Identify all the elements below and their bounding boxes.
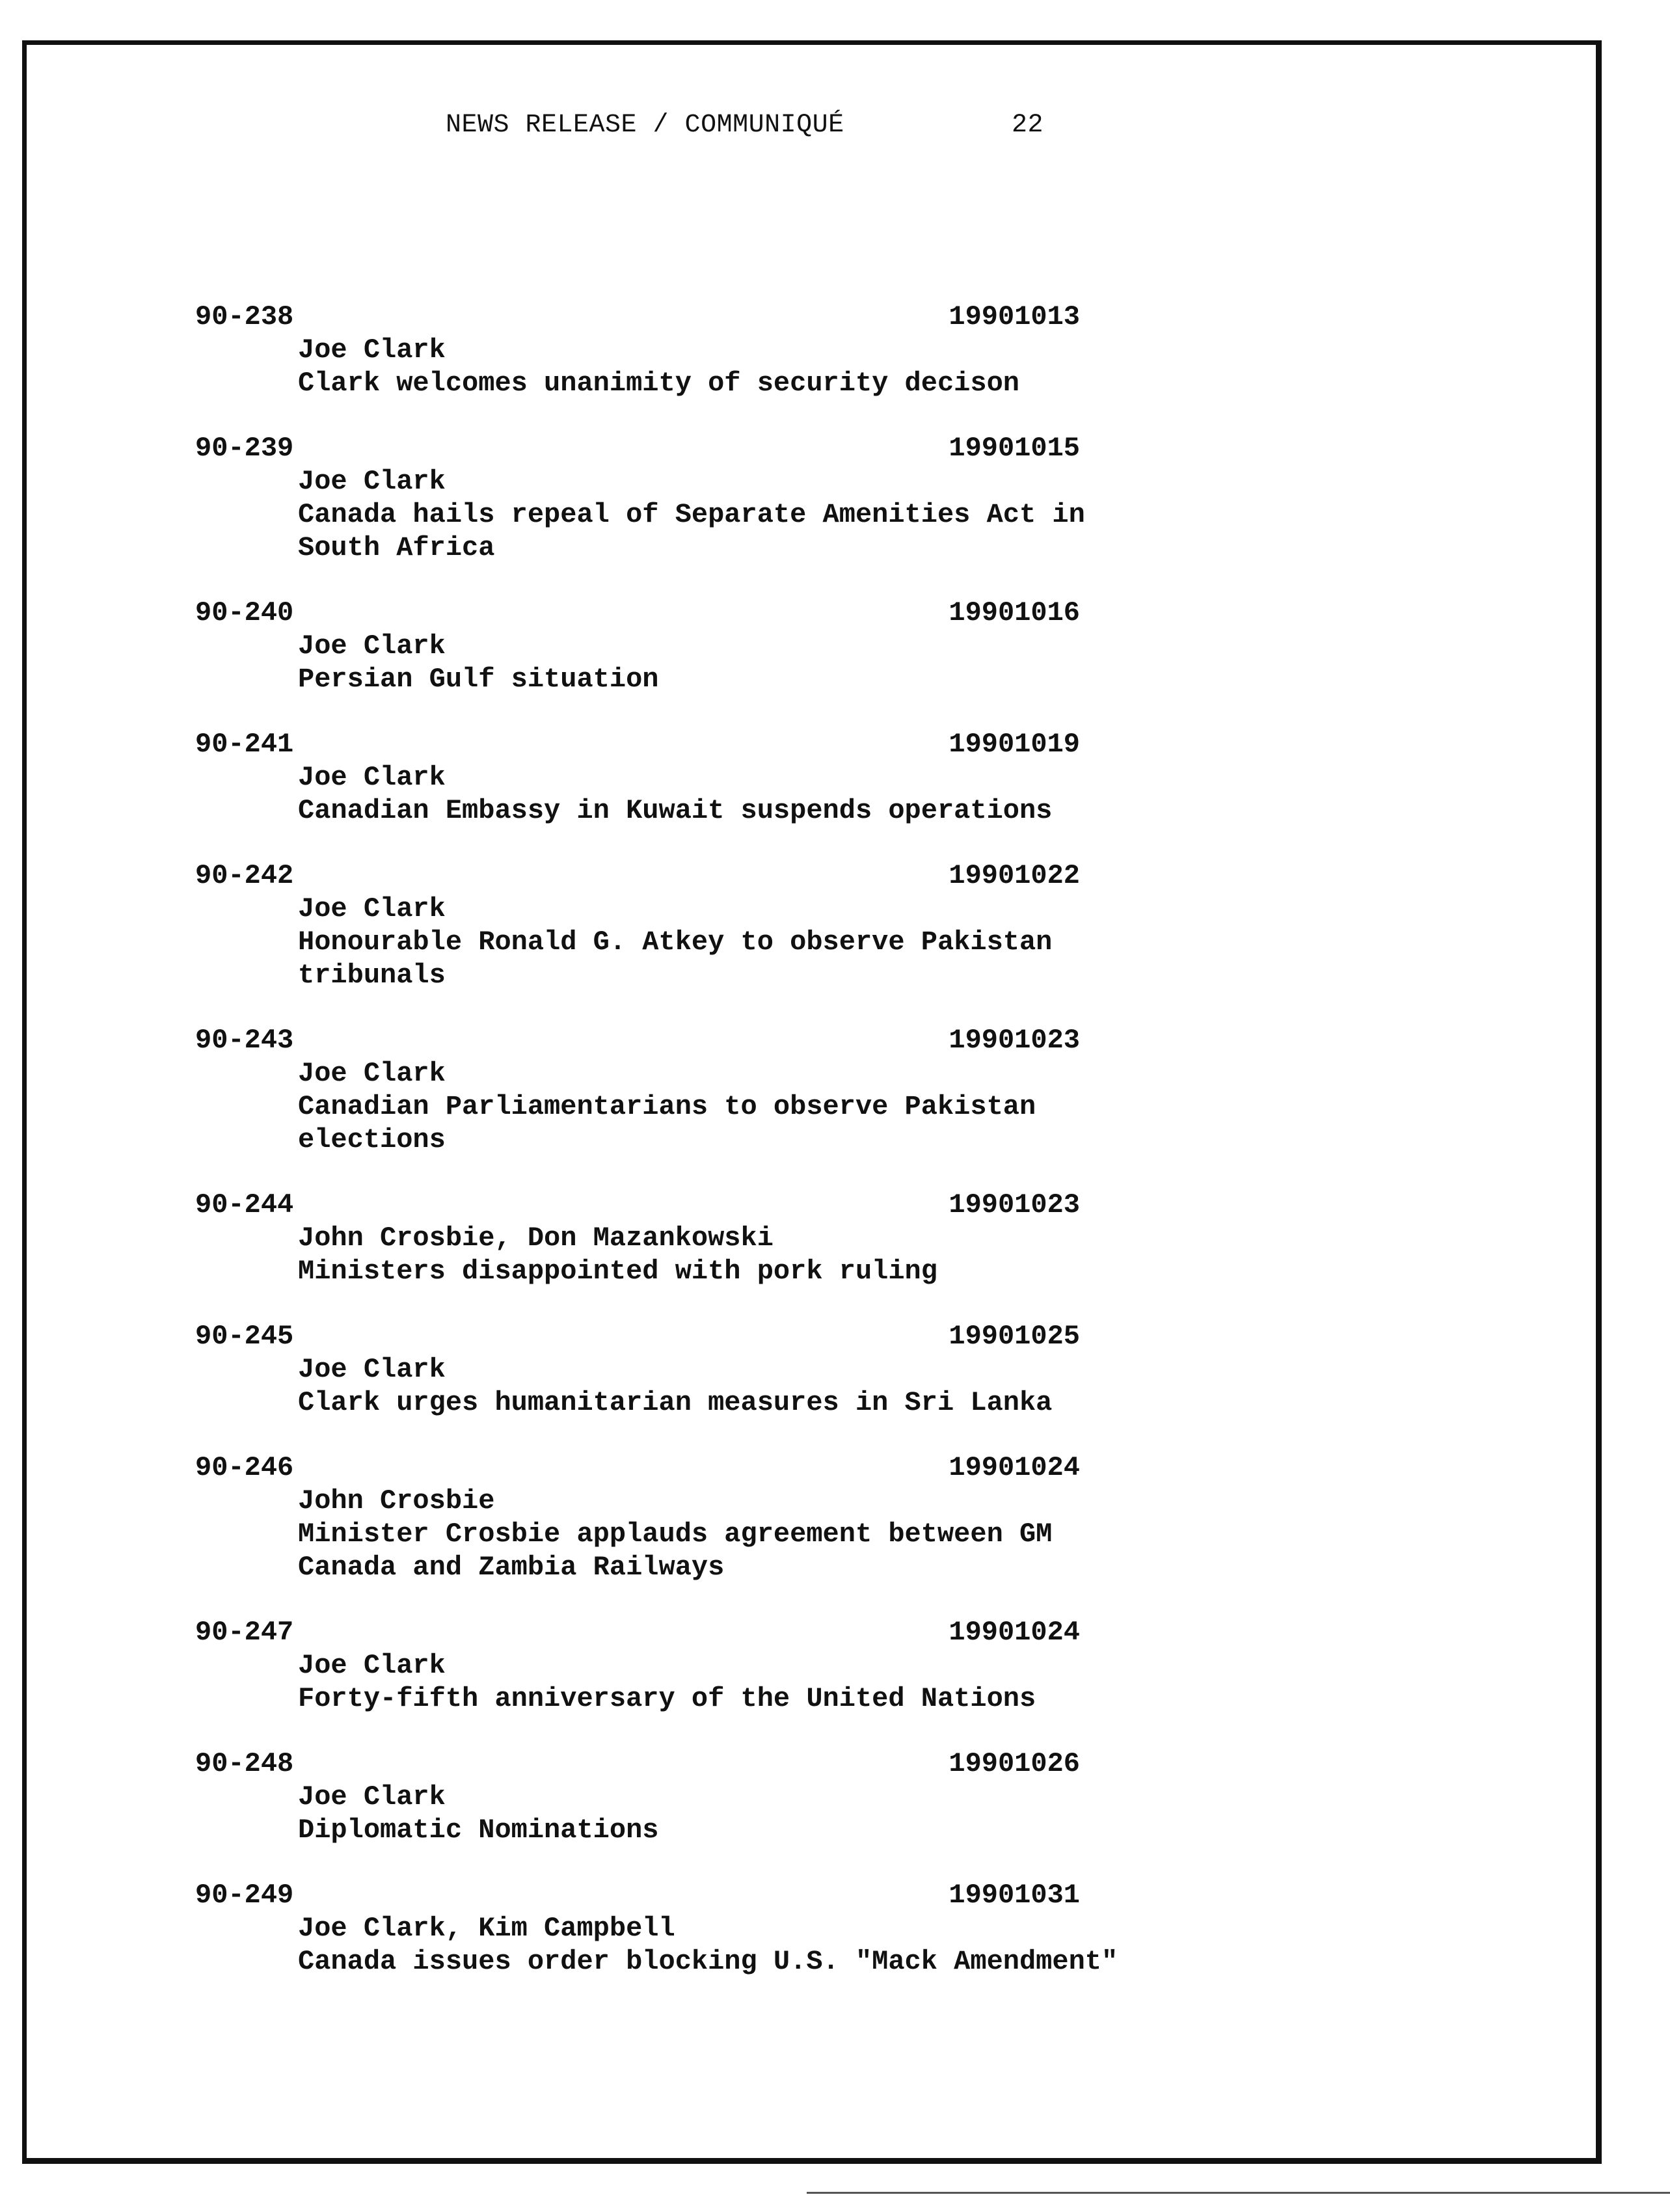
release-date: 19901026 — [949, 1748, 1080, 1779]
release-entry — [195, 1320, 1145, 1420]
release-entry — [195, 432, 1145, 565]
release-number: 90-241 — [195, 729, 294, 760]
release-author: Joe Clark — [298, 1781, 446, 1813]
header-title: NEWS RELEASE / COMMUNIQUÉ — [446, 111, 844, 140]
release-author: Joe Clark — [298, 334, 446, 366]
release-date: 19901023 — [949, 1025, 1080, 1056]
release-author: Joe Clark — [298, 630, 446, 662]
release-entry — [195, 301, 1145, 400]
release-entry — [195, 859, 1145, 992]
release-number: 90-247 — [195, 1617, 294, 1648]
release-author: Joe Clark — [298, 893, 446, 924]
release-entry — [195, 597, 1145, 696]
release-number: 90-239 — [195, 433, 294, 464]
release-date: 19901024 — [949, 1452, 1080, 1483]
bottom-rule — [807, 2192, 1670, 2194]
release-date: 19901022 — [949, 860, 1080, 891]
release-author: Joe Clark — [298, 1058, 446, 1089]
release-date: 19901024 — [949, 1617, 1080, 1648]
release-title: Canada hails repeal of Separate Amenities Act in South Africa — [298, 499, 1085, 563]
release-author: Joe Clark — [298, 1354, 446, 1385]
release-entry — [195, 1024, 1145, 1157]
release-date: 19901015 — [949, 433, 1080, 464]
release-author: Joe Clark — [298, 762, 446, 793]
release-date: 19901016 — [949, 597, 1080, 628]
release-entry — [195, 1879, 1145, 1978]
release-number: 90-242 — [195, 860, 294, 891]
release-title: Canadian Parliamentarians to observe Pakistan elections — [298, 1091, 1036, 1155]
release-title: Canadian Embassy in Kuwait suspends operations — [298, 795, 1053, 826]
page-number: 22 — [1012, 111, 1044, 140]
release-title: Clark welcomes unanimity of security decison — [298, 368, 1019, 399]
release-author: John Crosbie — [298, 1485, 495, 1517]
release-date: 19901023 — [949, 1189, 1080, 1221]
release-title: Minister Crosbie applauds agreement between GM Canada and Zambia Railways — [298, 1518, 1053, 1583]
release-title: Persian Gulf situation — [298, 664, 659, 695]
release-date: 19901025 — [949, 1321, 1080, 1352]
release-number: 90-249 — [195, 1880, 294, 1911]
release-title: Clark urges humanitarian measures in Sri Lanka — [298, 1387, 1053, 1418]
release-author: Joe Clark — [298, 1650, 446, 1681]
release-number: 90-238 — [195, 301, 294, 332]
release-title: Diplomatic Nominations — [298, 1814, 659, 1846]
release-number: 90-246 — [195, 1452, 294, 1483]
page-header — [0, 111, 1670, 150]
release-author: John Crosbie, Don Mazankowski — [298, 1222, 774, 1254]
release-author: Joe Clark, Kim Campbell — [298, 1913, 675, 1944]
release-title: Canada issues order blocking U.S. "Mack Amendment" — [298, 1946, 1118, 1977]
release-number: 90-244 — [195, 1189, 294, 1221]
release-date: 19901031 — [949, 1880, 1080, 1911]
release-author: Joe Clark — [298, 466, 446, 497]
release-title: Honourable Ronald G. Atkey to observe Pakistan tribunals — [298, 926, 1053, 991]
release-date: 19901013 — [949, 301, 1080, 332]
release-list — [195, 301, 1145, 2010]
release-number: 90-245 — [195, 1321, 294, 1352]
release-date: 19901019 — [949, 729, 1080, 760]
release-number: 90-243 — [195, 1025, 294, 1056]
release-entry — [195, 1451, 1145, 1584]
release-entry — [195, 1189, 1145, 1288]
release-entry — [195, 1747, 1145, 1847]
release-number: 90-240 — [195, 597, 294, 628]
release-title: Forty-fifth anniversary of the United Nations — [298, 1683, 1036, 1714]
release-entry — [195, 1616, 1145, 1716]
release-number: 90-248 — [195, 1748, 294, 1779]
release-title: Ministers disappointed with pork ruling — [298, 1256, 937, 1287]
release-entry — [195, 728, 1145, 828]
